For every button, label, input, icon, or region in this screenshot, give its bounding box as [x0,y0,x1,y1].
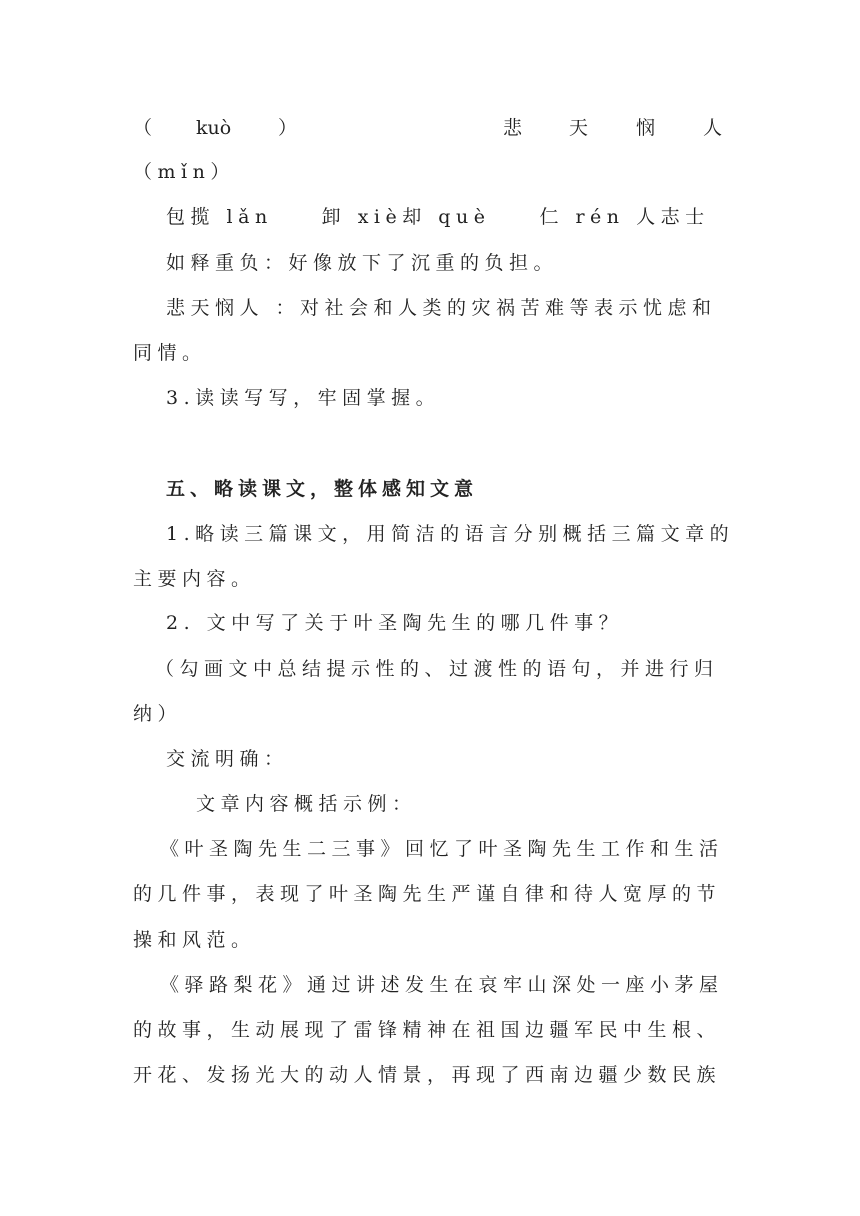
summary-yilu-lihua-cont2: 开花、发扬光大的动人情景，再现了西南边疆少数民族 [133,1064,722,1086]
definition-beitianminren-cont: 同情。 [133,342,207,364]
question-2-note-cont: 纳） [133,703,183,725]
char-tian: 天 [569,117,589,139]
char-bei: 悲 [503,117,523,139]
question-1: 1.略读三篇课文，用简洁的语言分别概括三篇文章的 [166,523,735,545]
vocab-line: 包揽 lǎn 卸 xiè却 què 仁 rén 人志士 [166,206,710,228]
summary-yilu-lihua: 《驿路梨花》通过讲述发生在哀牢山深处一座小茅屋 [160,974,724,996]
open-paren: （ [133,117,153,139]
close-paren: ） [278,117,298,139]
summary-example-label: 文章内容概括示例： [196,793,417,815]
summary-ye-shengtao-cont2: 操和风范。 [133,929,256,951]
question-2: 2. 文中写了关于叶圣陶先生的哪几件事？ [166,612,624,634]
definition-beitianminren: 悲天悯人 ：对社会和人类的灾祸苦难等表示忧虑和 [166,297,717,319]
pinyin-kuo: kuò [196,117,232,139]
instruction-read-write: 3.读读写写，牢固掌握。 [166,387,441,409]
summary-yilu-lihua-cont1: 的故事，生动展现了雷锋精神在祖国边疆军民中生根、 [133,1019,722,1041]
question-2-note: （勾画文中总结提示性的、过渡性的语句，并进行归 [155,658,719,680]
summary-ye-shengtao-cont1: 的几件事，表现了叶圣陶先生严谨自律和待人宽厚的节 [133,883,722,905]
summary-ye-shengtao: 《叶圣陶先生二三事》回忆了叶圣陶先生工作和生活 [160,838,724,860]
definition-rushizhongfu: 如释重负：好像放下了沉重的负担。 [166,252,559,274]
question-1-cont: 主要内容。 [133,568,256,590]
section-heading: 五、略读课文，整体感知文意 [166,478,479,500]
char-min: 悯 [636,117,656,139]
pinyin-min-line: （mǐn） [133,161,235,183]
char-ren: 人 [703,117,723,139]
discussion-label: 交流明确： [166,748,289,770]
